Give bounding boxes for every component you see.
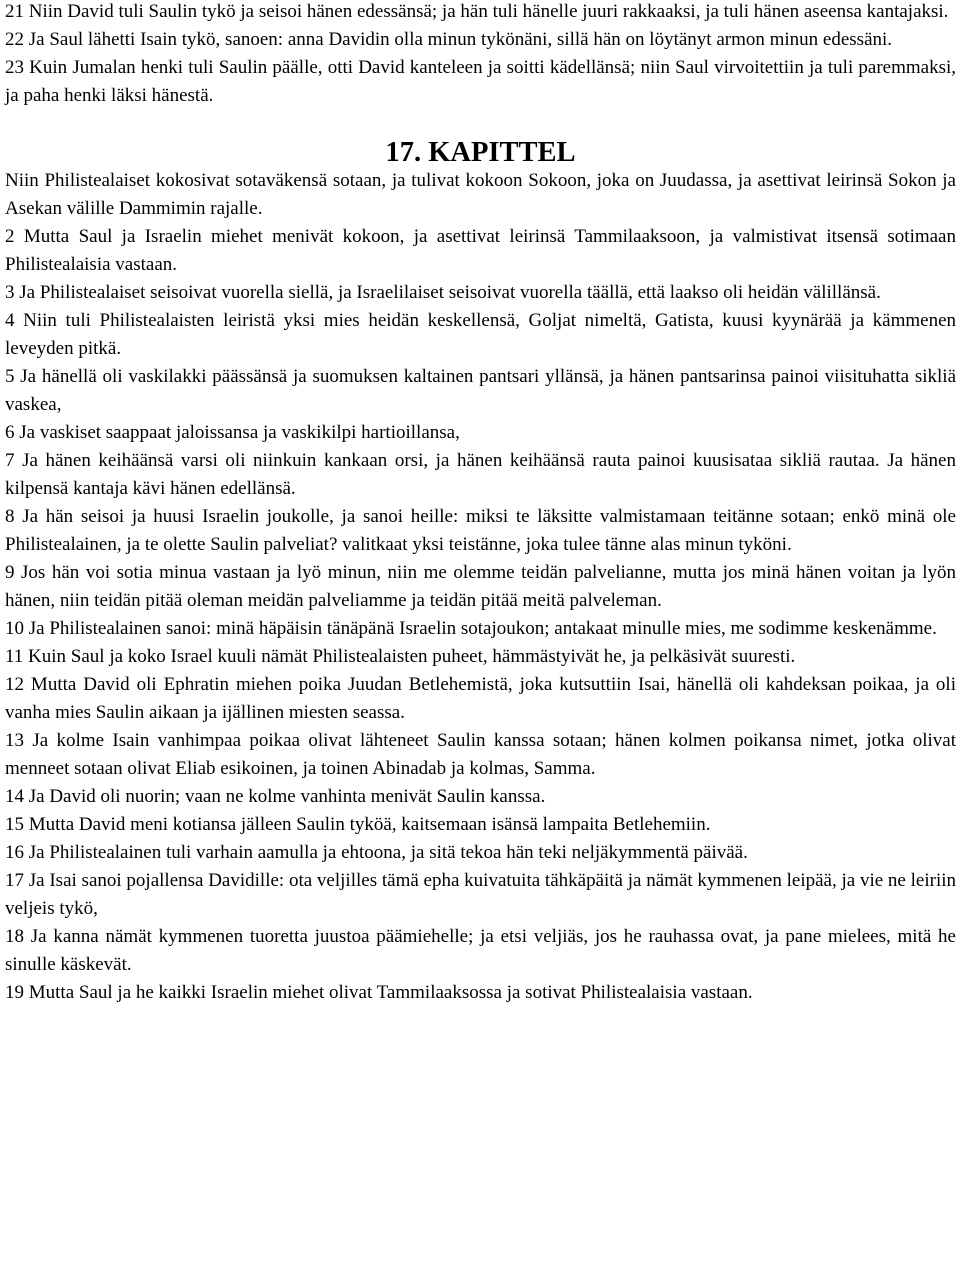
verse-18: 18 Ja kanna nämät kymmenen tuoretta juustoa päämiehelle; ja etsi veljiäs, jos he rauhassa ovat, ja pane mielees, mitä he sinulle käskevät. (5, 926, 956, 975)
verse-3: 3 Ja Philistealaiset seisoivat vuorella siellä, ja Israelilaiset seisoivat vuorella täällä, että laakso oli heidän välillänsä. (5, 282, 881, 303)
verse-15: 15 Mutta David meni kotiansa jälleen Saulin tyköä, kaitsemaan isänsä lampaita Betlehemiin. (5, 814, 711, 835)
chapter-spacer (5, 110, 956, 139)
verse-17: 17 Ja Isai sanoi pojallensa Davidille: ota veljilles tämä epha kuivatuita tähkäpäitä ja nämät kymmenen leipää, ja vie ne leiriin veljeis tykö, (5, 870, 956, 919)
verse-1: Niin Philistealaiset kokosivat sotaväkensä sotaan, ja tulivat kokoon Sokoon, joka on Juudassa, ja asettivat leirinsä Sokon ja Asekan välille Dammimin rajalle. (5, 170, 956, 219)
verse-21: 21 Niin David tuli Saulin tykö ja seisoi hänen edessänsä; ja hän tuli hänelle juuri rakkaaksi, ja tuli hänen aseensa kantajaksi. (5, 1, 949, 22)
verse-6: 6 Ja vaskiset saappaat jaloissansa ja vaskikilpi hartioillansa, (5, 422, 460, 443)
verse-2: 2 Mutta Saul ja Israelin miehet menivät kokoon, ja asettivat leirinsä Tammilaaksoon, ja valmistivat itsensä sotimaan Philistealaisia vastaan. (5, 226, 956, 275)
verse-9: 9 Jos hän voi sotia minua vastaan ja lyö minun, niin me olemme teidän palvelianne, mutta jos minä hänen voitan ja lyön hänen, niin teidän pitää oleman meidän palveliamme ja teidän pitää meitä palveleman. (5, 562, 956, 611)
verse-19: 19 Mutta Saul ja he kaikki Israelin miehet olivat Tammilaaksossa ja sotivat Philistealaisia vastaan. (5, 982, 753, 1003)
chapter-heading: 17. KAPITTEL (385, 137, 576, 168)
verse-12: 12 Mutta David oli Ephratin miehen poika Juudan Betlehemistä, joka kutsuttiin Isai, hänellä oli kahdeksan poikaa, ja oli vanha mies Saulin aikaan ja ijällinen miesten seassa. (5, 674, 956, 723)
verse-23: 23 Kuin Jumalan henki tuli Saulin päälle, otti David kanteleen ja soitti kädellänsä; niin Saul virvoitettiin ja tuli paremmaksi, ja paha henki läksi hänestä. (5, 57, 956, 106)
verse-4: 4 Niin tuli Philistealaisten leiristä yksi mies heidän keskellensä, Goljat nimeltä, Gatista, kuusi kyynärää ja kämmenen leveyden pitkä. (5, 310, 956, 359)
previous-chapter-fragment (5, 0, 956, 110)
verse-13: 13 Ja kolme Isain vanhimpaa poikaa olivat lähteneet Saulin kanssa sotaan; hänen kolmen poikansa nimet, jotka olivat menneet sotaan olivat Eliab esikoinen, ja toinen Abinadab ja kolmas, Samma. (5, 730, 956, 779)
verse-16: 16 Ja Philistealainen tuli varhain aamulla ja ehtoona, ja sitä tekoa hän teki neljäkymmentä päivää. (5, 842, 748, 863)
verse-14: 14 Ja David oli nuorin; vaan ne kolme vanhinta menivät Saulin kanssa. (5, 786, 546, 807)
verse-11: 11 Kuin Saul ja koko Israel kuuli nämät Philistealaisten puheet, hämmästyivät he, ja pelkäsivät suuresti. (5, 646, 796, 667)
verse-22: 22 Ja Saul lähetti Isain tykö, sanoen: anna Davidin olla minun tykönäni, sillä hän on löytänyt armon minun edessäni. (5, 29, 893, 50)
verse-7: 7 Ja hänen keihäänsä varsi oli niinkuin kankaan orsi, ja hänen keihäänsä rauta painoi kuusisataa sikliä rautaa. Ja hänen kilpensä kantaja kävi hänen edellänsä. (5, 450, 956, 499)
verse-5: 5 Ja hänellä oli vaskilakki päässänsä ja suomuksen kaltainen pantsari yllänsä, ja hänen pantsarinsa painoi viisituhatta sikliä vaskea, (5, 366, 956, 415)
verse-8: 8 Ja hän seisoi ja huusi Israelin joukolle, ja sanoi heille: miksi te läksitte valmistamaan teitänne sotaan; enkö minä ole Philistealainen, ja te olette Saulin palveliat? valitkaat yksi teistänne, joka tulee tänne alas minun tyköni. (5, 506, 956, 555)
chapter-body (5, 167, 956, 1007)
verse-10: 10 Ja Philistealainen sanoi: minä häpäisin tänäpänä Israelin sotajoukon; antakaat minulle mies, me sodimme keskenämme. (5, 618, 937, 639)
